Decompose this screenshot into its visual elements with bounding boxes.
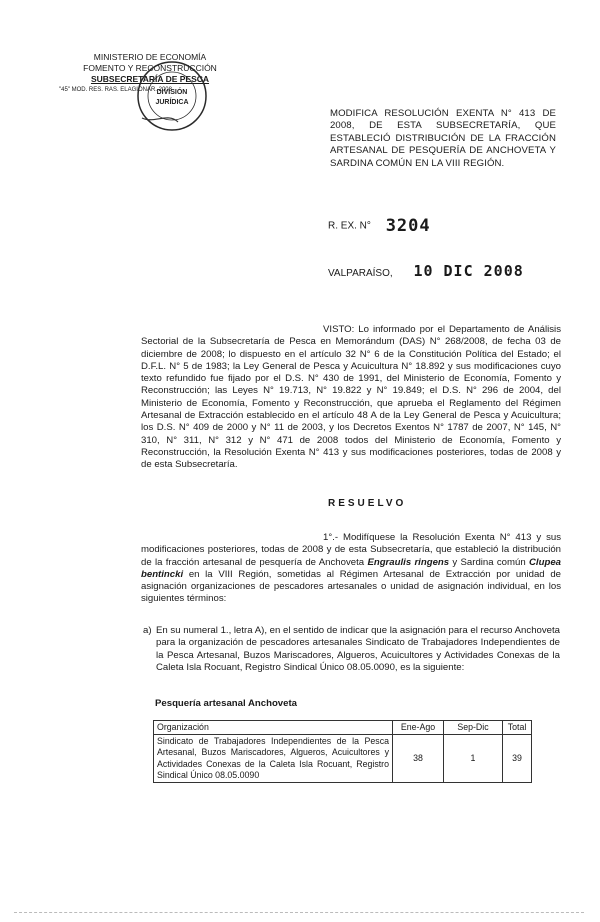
article-1-text-a: 1°.- Modifíquese la Resolución Exenta N° 413 y sus modificaciones posteriores, todas de 2008 y de esta Subsecretaría, que estableció la distribución de la fracción artesanal de pesquería de Anchoveta	[141, 532, 561, 568]
visto-paragraph: VISTO: Lo informado por el Departamento de Análisis Sectorial de la Subsecretaría de Pesca en Memorándum (DAS) N° 268/2008, de fecha 03 de diciembre de 2008; lo dispuesto en el artículo 32 N° 6 de la Constitución Política del Estado; el D.F.L. N° 5 de 1983; la Ley General de Pesca y Acuicultura N° 18.892 y sus modificaciones cuyo texto refundido fue fijado por el D.S. N° 430 de 1991, del Ministerio de Economía, Fomento y Reconstrucción; las Leyes N° 19.713, N° 19.822 y N° 19.849; el D.S. N° 296 de 2004, del Ministerio de Economía, Fomento y Reconstrucción, que aprueba el Reglamento del Régimen Artesanal de Extracción establecido en el artículo 48 A de la Ley General de Pesca y Acuicultura; los D.S. N° 409 de 2000 y N° 11 de 2003, y los Decretos Exentos N° 1787 de 2007, N° 145, N° 310, N° 311, N° 312 y N° 471 de 2008 todos del Ministerio de Economía, Fomento y Reconstrucción, la Resolución Exenta N° 413 y sus modificaciones posteriores, todas de 2008 y de esta Subsecretaría.	[141, 324, 561, 471]
resolution-subject: MODIFICA RESOLUCIÓN EXENTA N° 413 DE 2008, DE ESTA SUBSECRETARÍA, QUE ESTABLECIÓ DISTRIBUCIÓN DE LA FRACCIÓN ARTESANAL DE PESQUERÍA DE ANCHOVETA Y SARDINA COMÚN EN LA VIII REGIÓN.	[330, 108, 556, 169]
ministry-subname: FOMENTO Y RECONSTRUCCIÓN	[83, 63, 217, 73]
svg-text:JURÍDICA: JURÍDICA	[155, 99, 189, 106]
resolution-number: 3204	[385, 216, 431, 236]
official-stamp	[134, 58, 210, 134]
table-row	[154, 735, 532, 783]
date-block	[328, 262, 524, 280]
species-sardina: Clupea bentincki	[141, 556, 561, 580]
cell-organizacion: Sindicato de Trabajadores Independientes de la Pesca Artesanal, Buzos Mariscadores, Algueros, Acuicultores y Actividades Conexas de la Caleta Isla Rocuant, Registro Sindical Único 08.05.0090	[154, 735, 393, 783]
ministry-name: MINISTERIO DE ECONOMÍA	[93, 52, 207, 62]
item-a-marker: a)	[143, 625, 152, 636]
header-ene-ago: Ene-Ago	[393, 721, 444, 735]
cell-ene-ago: 38	[393, 735, 444, 783]
header-organizacion: Organización	[154, 721, 393, 735]
svg-text:DIVISIÓN: DIVISIÓN	[156, 89, 188, 96]
article-1-paragraph	[141, 532, 561, 606]
subsecretaria-name: SUBSECRETARÍA DE PESCA	[90, 74, 210, 84]
header-reference: "45" MOD. RES. RAS. ELAGIONAR. 2008	[59, 87, 172, 93]
article-1-text-b: y Sardina común	[452, 556, 526, 568]
resuelvo-heading: RESUELVO	[328, 498, 407, 509]
table-title: Pesquería artesanal Anchoveta	[155, 698, 298, 709]
resolution-number-block	[328, 216, 431, 236]
cell-sep-dic: 1	[444, 735, 503, 783]
allocation-table	[153, 720, 532, 783]
date-value: 10 DIC 2008	[413, 262, 524, 280]
table-header-row	[154, 721, 532, 735]
scan-edge-line	[14, 912, 584, 913]
date-place: VALPARAÍSO,	[328, 268, 393, 279]
resolution-label: R. EX. N°	[328, 220, 371, 232]
article-1-text-c: en la VIII Región, sometidas al Régimen Artesanal de Extracción por unidad de asignación organizaciones de pescadores artesanales o unidad de asignación individual, en los siguientes términos:	[141, 568, 561, 605]
header-total: Total	[503, 721, 532, 735]
item-a-text: En su numeral 1., letra A), en el sentido de indicar que la asignación para el recurso Anchoveta para la organización de pescadores artesanales Sindicato de Trabajadores Independientes de la Pesca Artesanal, Buzos Mariscadores, Algueros, Acuicultores y Actividades Conexas de la Caleta Isla Rocuant, Registro Sindical Único 08.05.0090, es la siguiente:	[156, 625, 560, 673]
header-sep-dic: Sep-Dic	[444, 721, 503, 735]
species-anchoveta: Engraulis ringens	[367, 556, 450, 568]
cell-total: 39	[503, 735, 532, 783]
